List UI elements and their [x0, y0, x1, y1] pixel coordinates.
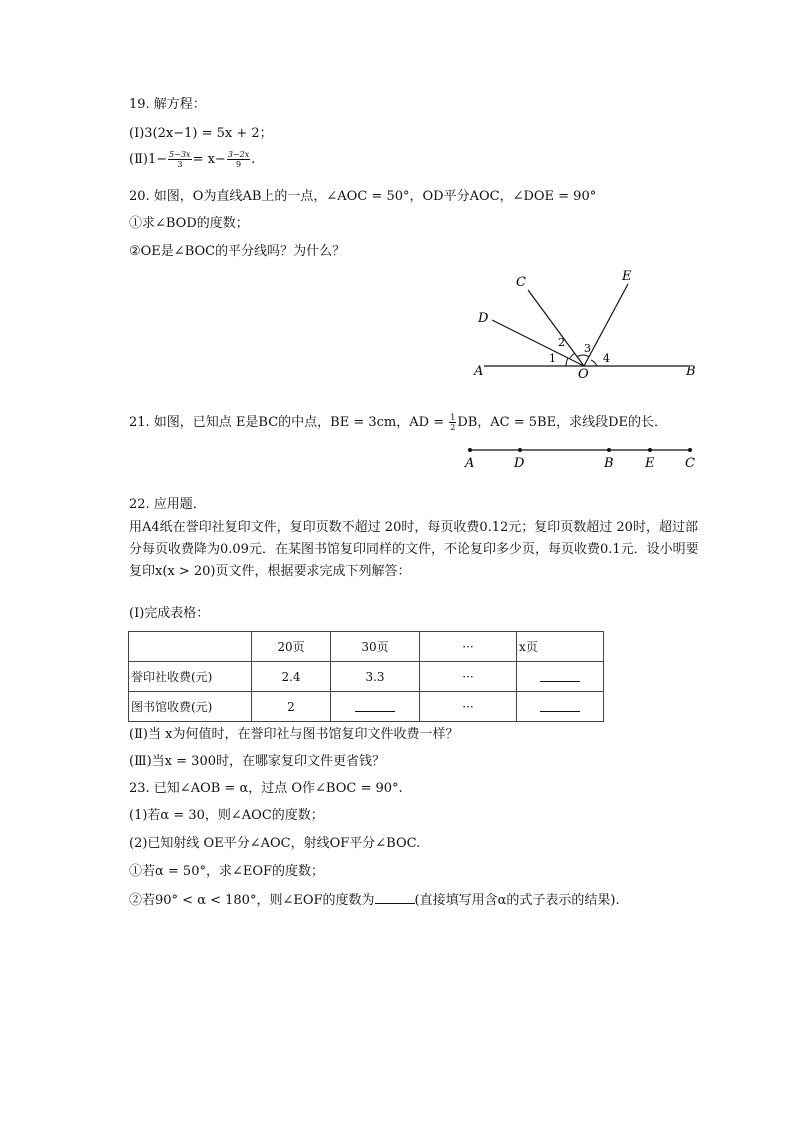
q19-eq2-prefix: (Ⅱ)1− — [129, 152, 168, 167]
label-point-e: E — [645, 456, 655, 471]
q22-paragraph: 用A4纸在誉印社复印文件，复印页数不超过 20时，每页收费0.12元；复印页数超过 20时，超过部分每页收费降为0.09元．在某图书馆复印同样的文件，不论复印多少页，每页收费0.1元．设小明要复印x(x > 20)页文件，根据要求完成下列解答： — [129, 520, 699, 579]
q19-eq2-end: . — [251, 152, 256, 167]
q20-sub1: ①求∠BOD的度数； — [129, 216, 249, 231]
arc-angle-3 — [577, 355, 589, 357]
cell-library-ellipsis: ··· — [420, 692, 517, 722]
label-o: O — [578, 367, 589, 382]
cell-printshop-20: 2.4 — [252, 662, 331, 692]
q22-title: 22. 应用题． — [129, 497, 206, 512]
arc-angle-2 — [570, 353, 575, 358]
ray-od — [492, 320, 584, 366]
q19-equation-1: (Ⅰ)3(2x−1) = 5x + 2； — [129, 126, 273, 141]
q23-sub1: (1)若α = 30，则∠AOC的度数； — [129, 808, 324, 823]
label-angle-1: 1 — [549, 352, 556, 365]
label-point-d: D — [514, 456, 525, 471]
point-a — [468, 448, 472, 452]
label-c: C — [516, 275, 526, 290]
point-d — [518, 448, 522, 452]
table-header-20: 20页 — [252, 632, 331, 662]
answer-blank[interactable] — [355, 699, 395, 712]
label-e: E — [622, 269, 632, 284]
answer-blank[interactable] — [540, 669, 580, 682]
q23-sub2: (2)已知射线 OE平分∠AOC，射线OF平分∠BOC. — [129, 836, 421, 851]
q19-frac2-numerator: 3−2x — [227, 150, 250, 159]
table-header-ellipsis: ··· — [420, 632, 517, 662]
ray-oc — [528, 290, 584, 366]
q23-sub2b-suffix: (直接填写用含α的式子表示的结果). — [414, 893, 620, 908]
q23-title: 23. 已知∠AOB = α，过点 O作∠BOC = 90°. — [129, 781, 403, 796]
q21-text — [129, 413, 667, 432]
q20-sub2: ②OE是∠BOC的平分线吗？为什么？ — [129, 244, 346, 259]
q22-part1: (Ⅰ)完成表格： — [129, 606, 210, 621]
q23-sub2b-prefix: ②若90° < α < 180°，则∠EOF的度数为 — [129, 893, 375, 908]
q19-frac1-numerator: 5−3x — [169, 150, 191, 159]
table-header-row — [129, 632, 604, 662]
label-point-b: B — [604, 456, 614, 471]
label-point-c: C — [685, 456, 695, 471]
q20-angle-figure — [0, 0, 794, 400]
cell-library-x — [517, 692, 604, 722]
q19-frac2-denominator: 9 — [235, 160, 242, 169]
row-label-printshop: 誉印社收费(元) — [129, 662, 252, 692]
q21-frac-numerator: 1 — [450, 413, 456, 422]
arc-angle-1 — [566, 358, 568, 366]
table-header-30: 30页 — [331, 632, 420, 662]
q22-fee-table — [128, 631, 604, 722]
q19-frac1-denominator: 3 — [177, 160, 183, 169]
table-row — [129, 662, 604, 692]
q21-text-prefix: 21. 如图，已知点 E是BC的中点，BE = 3cm，AD = — [129, 415, 449, 430]
q21-segment-figure — [0, 440, 794, 476]
label-point-a: A — [465, 456, 475, 471]
label-angle-4: 4 — [603, 352, 610, 365]
q23-sub2b — [129, 891, 620, 909]
table-row — [129, 692, 604, 722]
answer-blank[interactable] — [375, 891, 415, 904]
q19-eq2-mid: = x− — [192, 152, 226, 167]
q23-sub2a: ①若α = 50°，求∠EOF的度数； — [129, 864, 325, 879]
label-angle-2: 2 — [558, 336, 565, 349]
row-label-library: 图书馆收费(元) — [129, 692, 252, 722]
cell-printshop-x — [517, 662, 604, 692]
arc-angle-4 — [591, 360, 597, 366]
cell-printshop-30: 3.3 — [331, 662, 420, 692]
label-angle-3: 3 — [584, 342, 591, 355]
cell-printshop-ellipsis: ··· — [420, 662, 517, 692]
label-b: B — [686, 364, 696, 379]
label-d: D — [478, 311, 489, 326]
q22-part3: (Ⅲ)当x = 300时，在哪家复印文件更省钱？ — [129, 754, 385, 769]
q21-frac-denominator: 2 — [450, 423, 456, 432]
point-b — [607, 448, 611, 452]
cell-library-20: 2 — [252, 692, 331, 722]
q20-title: 20. 如图，O为直线AB上的一点，∠AOC = 50°，OD平分AOC，∠DOE = 90° — [129, 189, 597, 204]
table-header-x: x页 — [517, 632, 604, 662]
q22-part2: (Ⅱ)当 x为何值时，在誉印社与图书馆复印文件收费一样？ — [129, 727, 459, 742]
answer-blank[interactable] — [540, 699, 580, 712]
q21-fraction — [449, 413, 456, 432]
table-header-empty — [129, 632, 252, 662]
q19-title: 19. 解方程： — [129, 97, 206, 112]
point-e — [648, 448, 652, 452]
label-a: A — [474, 364, 484, 379]
q21-text-suffix: DB，AC = 5BE，求线段DE的长． — [457, 415, 668, 430]
cell-library-30 — [331, 692, 420, 722]
point-c — [688, 448, 692, 452]
